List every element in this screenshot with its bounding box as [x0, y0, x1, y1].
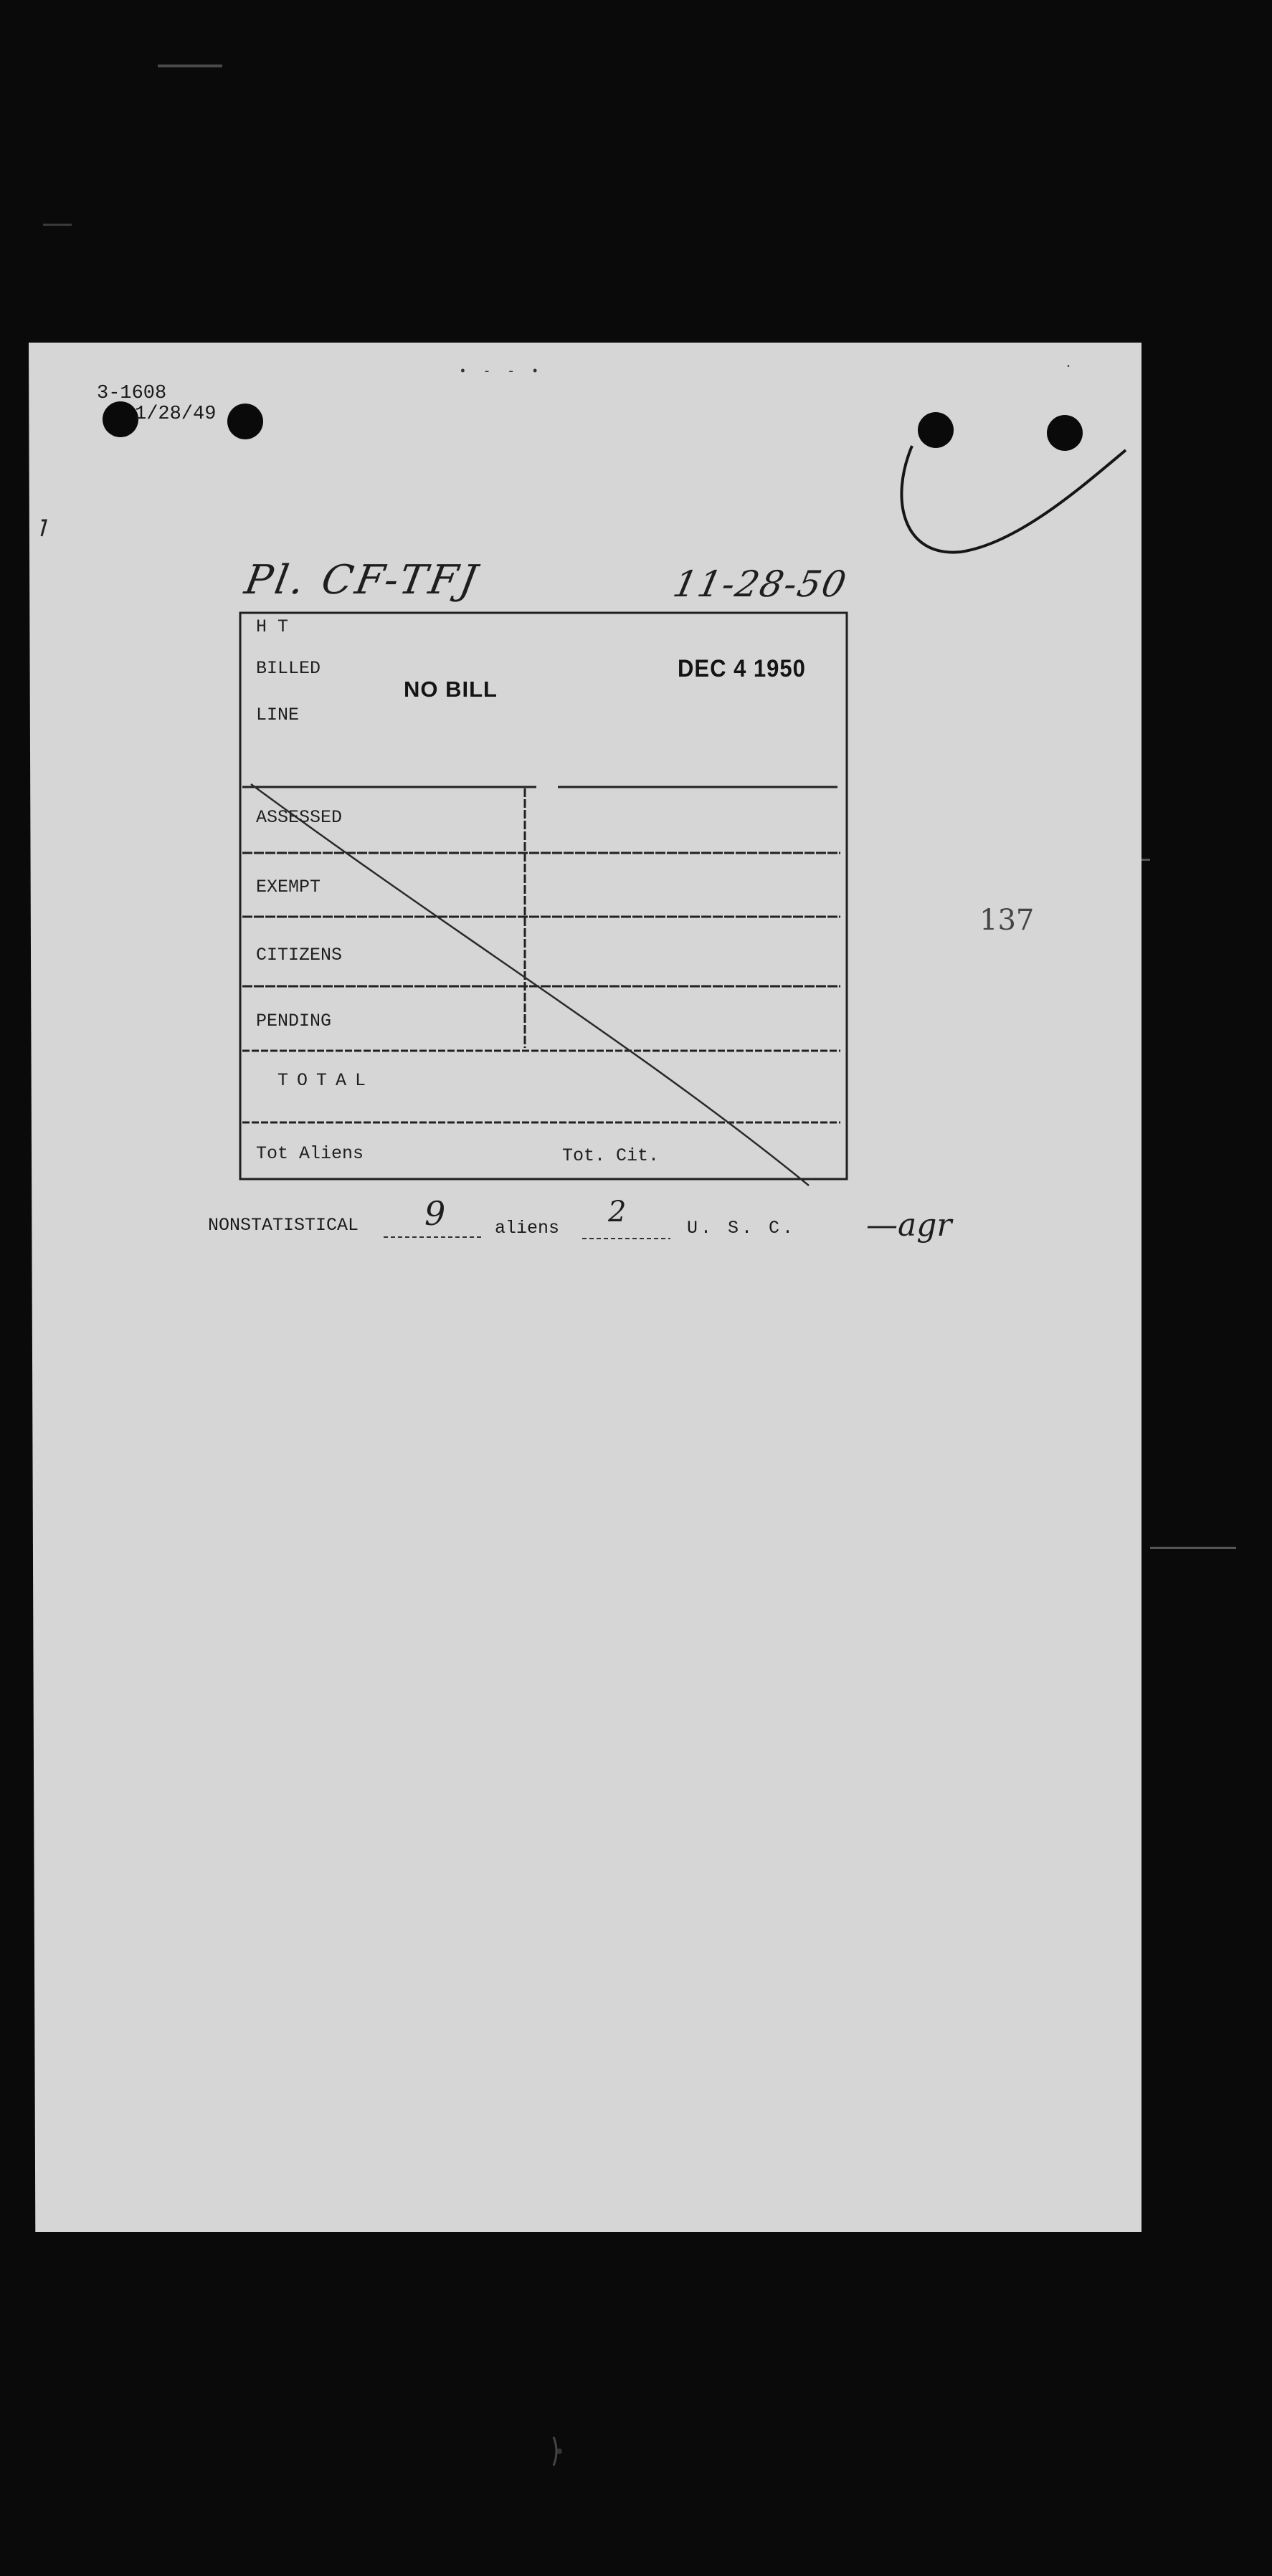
- total-citizens-label: Tot. Cit.: [562, 1145, 660, 1166]
- form-lines: [29, 343, 1176, 2235]
- nonstat-aliens-label: aliens: [495, 1218, 560, 1239]
- cancel-stroke: [251, 784, 809, 1186]
- row-label-total: TOTAL: [277, 1070, 375, 1091]
- row-label-exempt: EXEMPT: [256, 877, 321, 897]
- punch-hole: [103, 401, 138, 437]
- nonstat-usc-label: U. S. C.: [687, 1218, 797, 1239]
- punch-hole: [1047, 415, 1083, 451]
- label-billed: BILLED: [256, 658, 321, 679]
- page-number-stamp: 137: [979, 904, 1035, 937]
- date-stamp: DEC 4 1950: [678, 654, 806, 682]
- punch-hole: [227, 404, 263, 439]
- handwritten-date: 11-28-50: [669, 563, 851, 605]
- label-line: LINE: [256, 705, 300, 725]
- nonstat-aliens-count: 9: [424, 1194, 446, 1233]
- nonstat-usc-count: 2: [608, 1196, 627, 1229]
- form-box: [240, 613, 847, 1179]
- total-aliens-label: Tot Aliens: [256, 1143, 364, 1164]
- form-number: 3-1608: [97, 383, 167, 404]
- label-ht: H T: [256, 616, 289, 637]
- row-label-citizens: CITIZENS: [256, 945, 343, 965]
- form-revision-date: 1/28/49: [135, 404, 217, 425]
- no-bill-stamp: NO BILL: [404, 677, 498, 702]
- handwritten-code: Pl. CF-TFJ: [241, 557, 483, 604]
- top-mark: • ‐ ‐ •: [459, 365, 544, 379]
- row-label-pending: PENDING: [256, 1011, 332, 1031]
- row-label-assessed: ASSESSED: [256, 807, 343, 828]
- handwritten-initials: —agr: [866, 1207, 952, 1244]
- punch-hole: [918, 412, 954, 448]
- corner-mark: ·: [1064, 358, 1073, 375]
- margin-tick: [42, 520, 46, 536]
- pen-stroke: [901, 446, 1126, 553]
- nonstatistical-label: NONSTATISTICAL: [208, 1215, 359, 1236]
